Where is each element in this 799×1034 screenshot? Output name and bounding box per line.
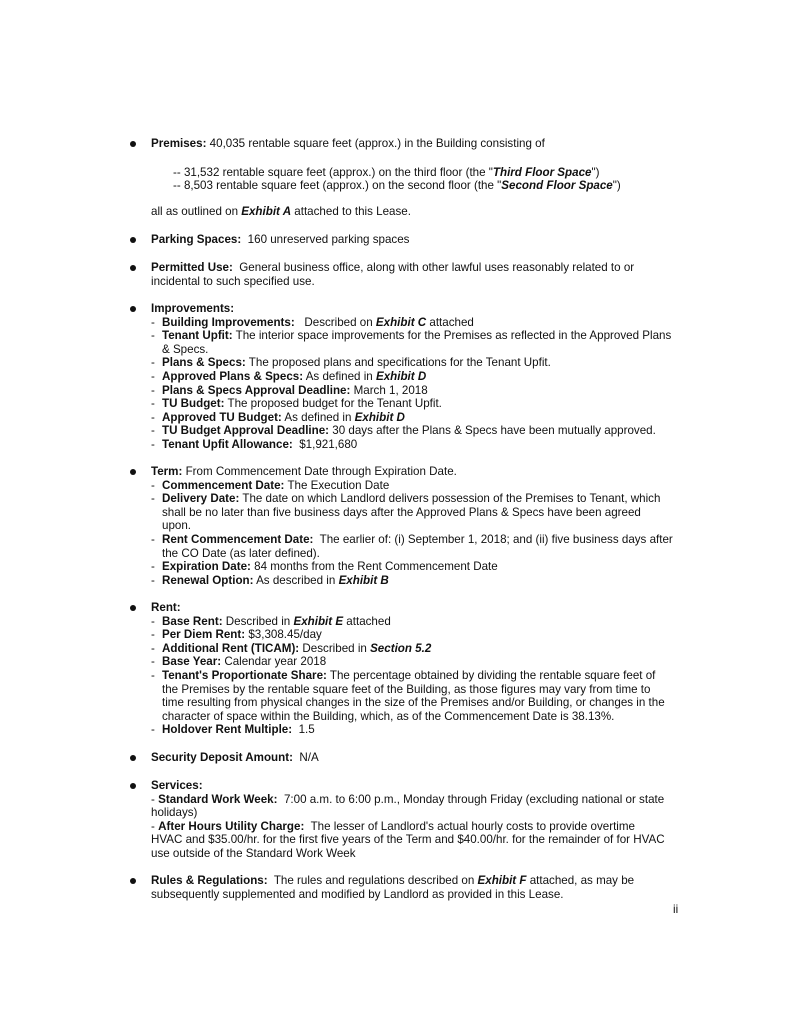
bullet-icon	[130, 141, 136, 147]
term-label: Term:	[151, 465, 183, 478]
bullet-icon	[130, 783, 136, 789]
premises-label: Premises:	[151, 137, 207, 150]
permitted-use-text-2: incidental to such specified use.	[151, 274, 315, 288]
work-week-text-2: holidays)	[151, 806, 198, 820]
bullet-icon	[130, 306, 136, 312]
expiration-item: - Expiration Date: 84 months from the Rent Commencement Date	[151, 560, 498, 574]
per-diem-item: - Per Diem Rent: $3,308.45/day	[151, 628, 322, 642]
page-number: ii	[673, 903, 679, 916]
approved-plans-item: - Approved Plans & Specs: As defined in Exhibit D	[151, 369, 427, 383]
delivery-text-3: upon.	[162, 519, 192, 533]
tenant-upfit-item: - Tenant Upfit: The interior space improvements for the Premises as reflected in the Approved Plans	[151, 329, 672, 343]
bullet-icon	[130, 469, 136, 475]
third-floor-term: Third Floor Space	[492, 166, 592, 179]
approved-tu-budget-item: - Approved TU Budget: As defined in Exhibit D	[151, 410, 405, 424]
security-deposit-section: Security Deposit Amount: N/A	[151, 751, 691, 765]
rules-section: Rules & Regulations: The rules and regulations described on Exhibit F attached, as may be subsequently supplemented and modified by Landlord as provided in this Lease.	[151, 874, 691, 901]
parking-text: 160 unreserved parking spaces	[247, 233, 410, 246]
premises-text: 40,035 rentable square feet (approx.) in the Building consisting of	[209, 137, 545, 150]
bullet-icon	[130, 755, 136, 761]
plans-specs-item: - Plans & Specs: The proposed plans and specifications for the Tenant Upfit.	[151, 356, 551, 370]
proportionate-share-text-3: time resulting from physical changes in the size of the Premises and/or Building, or changes in the	[162, 696, 665, 710]
permitted-use-label: Permitted Use:	[151, 261, 233, 274]
after-hours-text-3: use outside of the Standard Work Week	[151, 846, 356, 860]
services-label: Services:	[151, 779, 203, 792]
after-hours-item: - After Hours Utility Charge: The lesser of Landlord's actual hourly costs to provide overtime	[151, 819, 635, 833]
work-week-item: - Standard Work Week: 7:00 a.m. to 6:00 p.m., Monday through Friday (excluding national or state	[151, 792, 665, 806]
proportionate-share-item: - Tenant's Proportionate Share: The percentage obtained by dividing the rentable square feet of	[151, 668, 656, 682]
exhibit-c-ref: Exhibit C	[375, 315, 427, 329]
tu-budget-item: - TU Budget: The proposed budget for the Tenant Upfit.	[151, 397, 442, 411]
rules-text-2: subsequently supplemented and modified by Landlord as provided in this Lease.	[151, 887, 564, 901]
after-hours-text-2: HVAC and $35.00/hr. for the first five years of the Term and $40.00/hr. for the remainder of for HVAC	[151, 833, 665, 847]
exhibit-f-ref: Exhibit F	[477, 874, 527, 887]
rent-commencement-item: - Rent Commencement Date: The earlier of: (i) September 1, 2018; and (ii) five business days after	[151, 532, 673, 546]
services-section	[151, 779, 691, 861]
permitted-use-section: Permitted Use: General business office, along with other lawful uses reasonably related to or incidental to such specified use.	[151, 261, 691, 288]
parking-label: Parking Spaces:	[151, 233, 242, 246]
rent-section	[151, 601, 691, 737]
premises-section	[151, 137, 691, 218]
exhibit-b-ref: Exhibit B	[338, 573, 389, 587]
building-improvements-item: - Building Improvements: Described on Exhibit C attached	[151, 315, 474, 329]
third-floor-line: -- 31,532 rentable square feet (approx.) on the third floor (the "Third Floor Space")	[173, 166, 600, 179]
base-rent-item: - Base Rent: Described in Exhibit E attached	[151, 614, 391, 628]
premises-outline-line: all as outlined on Exhibit A attached to this Lease.	[151, 205, 411, 218]
rules-label: Rules & Regulations:	[151, 874, 268, 887]
exhibit-d-ref: Exhibit D	[375, 369, 427, 383]
tu-deadline-item: - TU Budget Approval Deadline: 30 days after the Plans & Specs have been mutually approved.	[151, 424, 656, 438]
holdover-item: - Holdover Rent Multiple: 1.5	[151, 723, 315, 737]
tenant-upfit-text-2: & Specs.	[162, 342, 209, 356]
additional-rent-item: - Additional Rent (TICAM): Described in Section 5.2	[151, 641, 432, 655]
parking-section	[151, 233, 691, 247]
bullet-icon	[130, 237, 136, 243]
bullet-icon	[130, 605, 136, 611]
plans-deadline-item: - Plans & Specs Approval Deadline: March 1, 2018	[151, 383, 428, 397]
term-section: Term: From Commencement Date through Expiration Date. - Commencement Date: The Execution Date - Delivery Date: The date on which Landlord delivers possession of the Premises to Tenant, which shall be no later than five business days after the Approved Plans & Specs have been agreed upon. - Rent Commencement Date: The earlier of: (i) September 1, 2018; and (ii) five business days after the CO Date (as later defined). - Expiration Date: 84 months from the Rent Commencement Date - Renewal Option: As described in Exhibit B	[151, 465, 691, 587]
exhibit-a-ref: Exhibit A	[241, 205, 292, 218]
exhibit-e-ref: Exhibit E	[293, 614, 344, 628]
improvements-label: Improvements:	[151, 302, 235, 315]
exhibit-d-ref: Exhibit D	[354, 410, 405, 424]
second-floor-term: Second Floor Space	[501, 179, 613, 192]
upfit-allowance-item: - Tenant Upfit Allowance: $1,921,680	[151, 437, 358, 451]
proportionate-share-text-4: character of space within the Building, which, as of the Commencement Date is 38.13%.	[162, 709, 615, 723]
delivery-text-2: shall be no later than five business days after the Approved Plans & Specs have been agreed	[162, 505, 641, 519]
rent-commencement-text-2: the CO Date (as later defined).	[162, 546, 320, 560]
second-floor-line: -- 8,503 rentable square feet (approx.) on the second floor (the "Second Floor Space")	[173, 179, 621, 192]
rent-label: Rent:	[151, 601, 181, 614]
improvements-section	[151, 302, 691, 452]
commencement-item: - Commencement Date: The Execution Date	[151, 478, 390, 492]
delivery-item: - Delivery Date: The date on which Landlord delivers possession of the Premises to Tenant, which	[151, 492, 661, 506]
section-5-2-ref: Section 5.2	[370, 641, 432, 655]
proportionate-share-text-2: the Premises by the rentable square feet of the Building, as those figures may vary from time to	[162, 682, 651, 696]
base-year-item: - Base Year: Calendar year 2018	[151, 655, 327, 669]
renewal-item: - Renewal Option: As described in Exhibit B	[151, 573, 389, 587]
security-deposit-label: Security Deposit Amount:	[151, 751, 293, 764]
bullet-icon	[130, 878, 136, 884]
bullet-icon	[130, 265, 136, 271]
